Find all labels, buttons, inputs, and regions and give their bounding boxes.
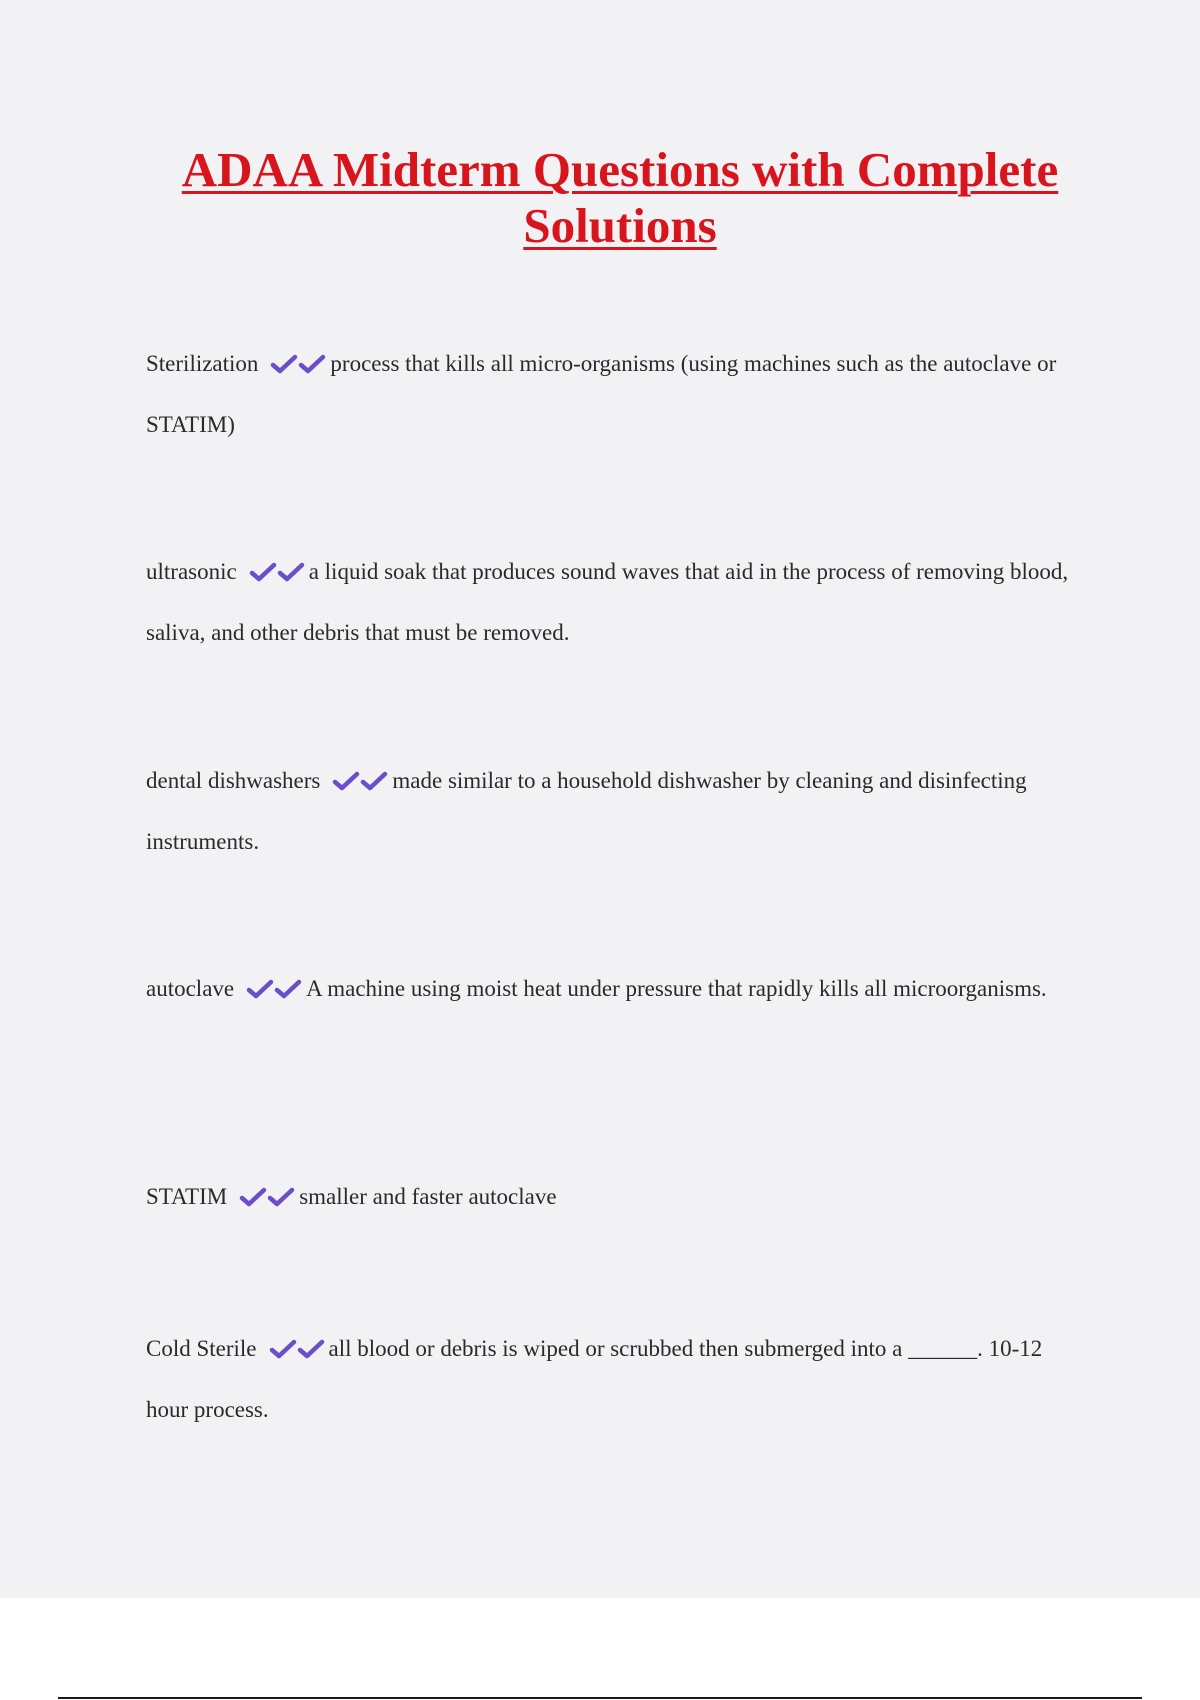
double-check-icon (239, 1166, 295, 1227)
check-icon (267, 1187, 295, 1207)
entry-definition: a liquid soak that produces sound waves that aid in the process of removing blood, saliva, and other debris that must be removed. (146, 559, 1069, 645)
entry-term: Cold Sterile (146, 1336, 257, 1361)
check-icon (239, 1187, 267, 1207)
qa-entry-statim (146, 1166, 1086, 1227)
entry-definition: A machine using moist heat under pressure that rapidly kills all microorganisms. (306, 976, 1047, 1001)
double-check-icon (246, 958, 302, 1019)
qa-entry-cold-sterile (146, 1318, 1086, 1440)
entry-term: STATIM (146, 1184, 228, 1209)
check-icon (249, 562, 277, 582)
check-icon (269, 1339, 297, 1359)
check-icon (277, 562, 305, 582)
entry-term: autoclave (146, 976, 235, 1001)
check-icon (246, 979, 274, 999)
check-icon (297, 1339, 325, 1359)
entry-term: ultrasonic (146, 559, 237, 584)
check-icon (270, 354, 298, 374)
check-icon (360, 771, 388, 791)
double-check-icon (332, 750, 388, 811)
footer-divider (58, 1697, 1142, 1699)
qa-entry-autoclave (146, 958, 1086, 1019)
double-check-icon (270, 333, 326, 394)
qa-entry-sterilization (146, 333, 1086, 455)
document-title: ADAA Midterm Questions with Complete Solutions (181, 142, 1059, 253)
check-icon (298, 354, 326, 374)
entry-definition: all blood or debris is wiped or scrubbed then submerged into a ______. 10-12 hour process. (146, 1336, 1043, 1422)
double-check-icon (249, 541, 305, 602)
entry-term: Sterilization (146, 351, 259, 376)
qa-entry-dental-dishwashers (146, 750, 1086, 872)
check-icon (332, 771, 360, 791)
check-icon (274, 979, 302, 999)
double-check-icon (269, 1318, 325, 1379)
entry-definition: smaller and faster autoclave (299, 1184, 557, 1209)
entry-definition: made similar to a household dishwasher by cleaning and disinfecting instruments. (146, 768, 1027, 854)
qa-entry-ultrasonic (146, 541, 1086, 663)
entry-definition: process that kills all micro-organisms (using machines such as the autoclave or STATIM) (146, 351, 1057, 437)
entry-term: dental dishwashers (146, 768, 321, 793)
